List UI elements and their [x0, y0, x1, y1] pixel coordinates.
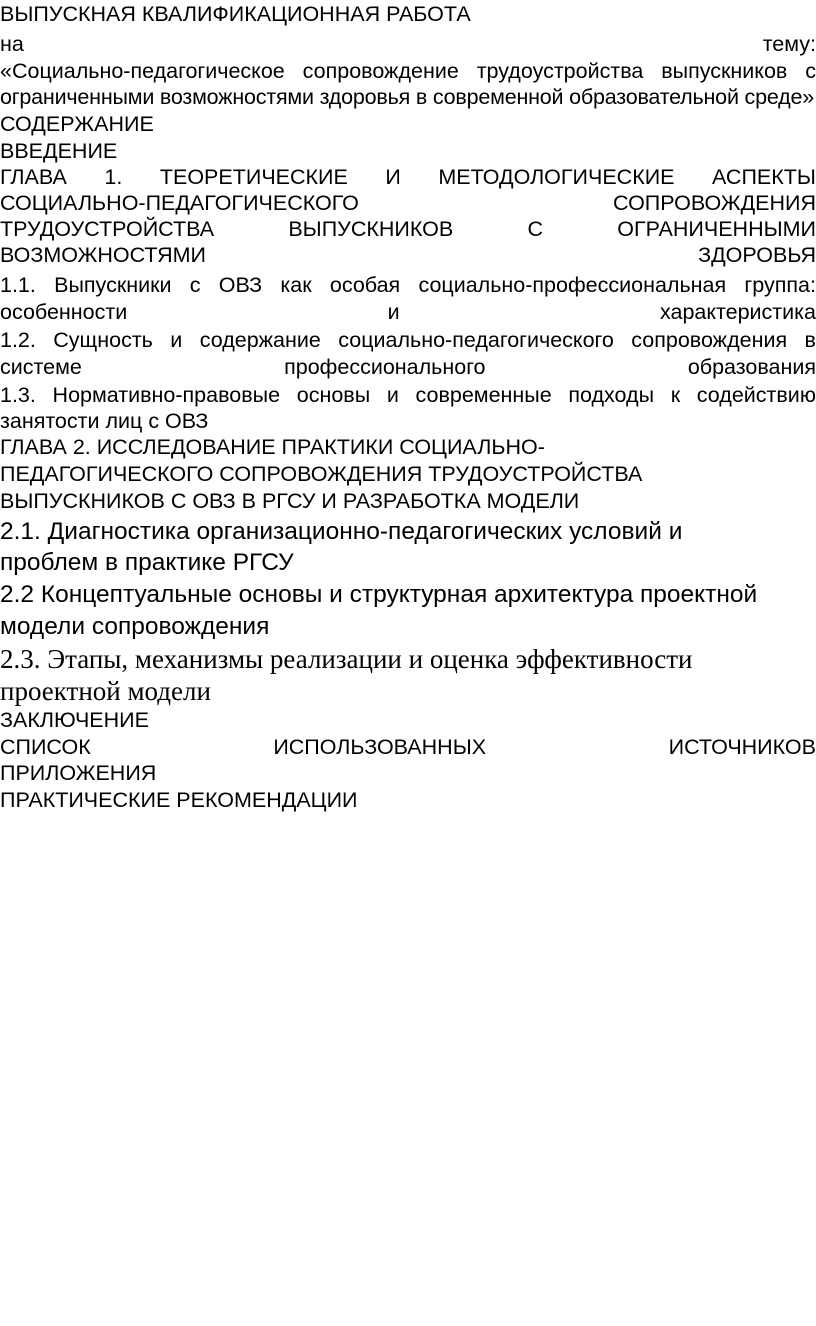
topic-line-1	[0, 58, 816, 84]
toc-word: СПИСОК	[0, 735, 91, 759]
toc-word: и	[170, 328, 183, 352]
toc-word: И	[385, 165, 401, 189]
topic-word: «Социально-педагогическое	[0, 59, 285, 83]
toc-word: содержание	[199, 328, 321, 352]
toc-word: Выпускники	[54, 273, 172, 297]
toc-word: образования	[687, 355, 816, 379]
toc-chapter-1-line-2	[0, 190, 816, 216]
toc-chapter-2-line-2: ПЕДАГОГИЧЕСКОГО СОПРОВОЖДЕНИЯ ТРУДОУСТРОЙСТВА	[0, 462, 643, 486]
topic-line-2: ограниченными возможностями здоровья в современной образовательной среде»	[0, 85, 814, 109]
topic-intro-line	[0, 31, 816, 57]
topic-word: с	[805, 59, 816, 83]
toc-word: и	[387, 300, 400, 324]
toc-appendix: ПРИЛОЖЕНИЯ	[0, 761, 157, 785]
toc-word: АСПЕКТЫ	[712, 165, 816, 189]
toc-word: ГЛАВА	[0, 165, 67, 189]
toc-chapter-1-line-3	[0, 216, 816, 242]
topic-word: трудоустройства	[476, 59, 644, 83]
toc-word: 1.	[104, 165, 123, 189]
toc-word: ИСТОЧНИКОВ	[668, 735, 816, 759]
toc-word: современные	[415, 383, 552, 407]
toc-word: сопровождения	[631, 328, 788, 352]
toc-word: ИСПОЛЬЗОВАННЫХ	[273, 735, 487, 759]
toc-word: системе	[0, 355, 82, 379]
toc-word: МЕТОДОЛОГИЧЕСКИЕ	[438, 165, 675, 189]
toc-word: Сущность	[53, 328, 153, 352]
toc-word: с	[189, 273, 201, 297]
toc-chapter-2-line-1: ГЛАВА 2. ИССЛЕДОВАНИЕ ПРАКТИКИ СОЦИАЛЬНО-	[0, 435, 545, 459]
toc-word: и	[386, 383, 399, 407]
toc-word: ОГРАНИЧЕННЫМИ	[617, 217, 816, 241]
topic-word: тему:	[762, 32, 816, 56]
topic-word: на	[0, 32, 24, 56]
toc-word: социально-профессиональная	[418, 273, 727, 297]
toc-introduction: ВВЕДЕНИЕ	[0, 139, 118, 163]
toc-word: ТРУДОУСТРОЙСТВА	[0, 217, 215, 241]
toc-chapter-2-line-3: ВЫПУСКНИКОВ С ОВЗ В РГСУ И РАЗРАБОТКА МОДЕЛИ	[0, 489, 580, 513]
toc-word: профессионального	[284, 355, 486, 379]
topic-word: сопровождение	[302, 59, 459, 83]
toc-word: группа:	[744, 273, 816, 297]
toc-section-1-3-line-2: занятости лиц с ОВЗ	[0, 409, 209, 433]
toc-conclusion: ЗАКЛЮЧЕНИЕ	[0, 708, 149, 732]
toc-word: 1.3.	[0, 383, 36, 407]
toc-word: как	[280, 273, 312, 297]
toc-word: СОПРОВОЖДЕНИЯ	[613, 191, 816, 215]
toc-word: социально-педагогического	[338, 328, 614, 352]
toc-word: подходы	[568, 383, 655, 407]
toc-word: ТЕОРЕТИЧЕСКИЕ	[159, 165, 348, 189]
toc-word: Нормативно-правовые	[52, 383, 281, 407]
toc-section-2-3-line-1: 2.3. Этапы, механизмы реализации и оценка эффективности	[0, 644, 693, 674]
toc-word: СОЦИАЛЬНО-ПЕДАГОГИЧЕСКОГО	[0, 191, 359, 215]
toc-word: особая	[329, 273, 401, 297]
topic-word: выпускников	[661, 59, 788, 83]
toc-section-2-2-line-1: 2.2 Концептуальные основы и структурная архитектура проектной	[0, 581, 758, 608]
toc-section-1-1-line-2	[0, 299, 816, 325]
toc-section-1-2-line-1	[0, 327, 816, 353]
toc-word: особенности	[0, 300, 128, 324]
toc-section-2-1-line-1: 2.1. Диагностика организационно-педагогических условий и	[0, 518, 683, 545]
toc-word: к	[670, 383, 681, 407]
toc-word: основы	[296, 383, 371, 407]
toc-word: ВЫПУСКНИКОВ	[288, 217, 454, 241]
contents-heading: СОДЕРЖАНИЕ	[0, 112, 154, 136]
toc-recommendations: ПРАКТИЧЕСКИЕ РЕКОМЕНДАЦИИ	[0, 788, 358, 812]
toc-word: содействию	[696, 383, 816, 407]
toc-word: С	[527, 217, 544, 241]
toc-word: характеристика	[659, 300, 816, 324]
toc-word: ЗДОРОВЬЯ	[698, 243, 816, 267]
toc-section-2-1-line-2: проблем в практике РГСУ	[0, 549, 294, 576]
toc-chapter-1-line-4	[0, 242, 816, 268]
toc-word: 1.1.	[0, 273, 36, 297]
toc-word: ВОЗМОЖНОСТЯМИ	[0, 243, 206, 267]
toc-chapter-1-line-1	[0, 164, 816, 190]
toc-word: 1.2.	[0, 328, 36, 352]
toc-references	[0, 734, 816, 760]
toc-word: в	[804, 328, 816, 352]
toc-section-1-2-line-2	[0, 354, 816, 380]
toc-section-2-2-line-2: модели сопровождения	[0, 613, 270, 640]
document-title: ВЫПУСКНАЯ КВАЛИФИКАЦИОННАЯ РАБОТА	[0, 2, 471, 26]
toc-word: ОВЗ	[218, 273, 263, 297]
toc-section-1-1-line-1	[0, 272, 816, 298]
toc-section-2-3-line-2: проектной модели	[0, 676, 211, 706]
toc-section-1-3-line-1	[0, 382, 816, 408]
